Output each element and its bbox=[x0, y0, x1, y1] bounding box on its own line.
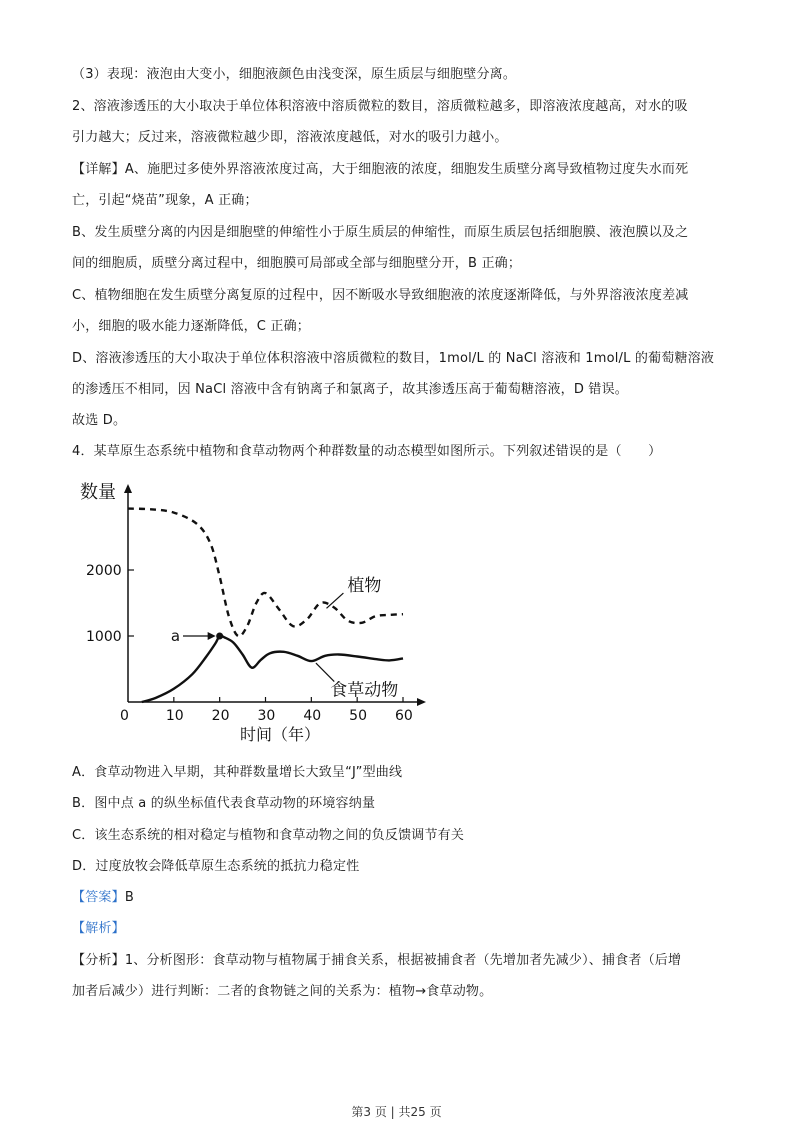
series-label-plants: 植物 bbox=[347, 576, 382, 597]
x-tick-label: 30 bbox=[257, 708, 276, 724]
text-line: 故选 D。 bbox=[72, 413, 127, 428]
detail-tag: 【详解】 bbox=[72, 162, 125, 177]
answer-value: B bbox=[124, 890, 134, 905]
page-footer: 第3 页 | 共25 页 bbox=[351, 1105, 442, 1119]
x-tick-label: 60 bbox=[395, 708, 413, 724]
option-b: B．图中点 a 的纵坐标值代表食草动物的环境容纳量 bbox=[72, 796, 376, 811]
option-d: D．过度放牧会降低草原生态系统的抵抗力稳定性 bbox=[72, 859, 360, 874]
question-4: 4．某草原生态系统中植物和食草动物两个种群数量的动态模型如图所示。下列叙述错误的是（ ） bbox=[72, 444, 662, 459]
text-line: 引力越大；反过来，溶液微粒越少即，溶液浓度越低，对水的吸引力越小。 bbox=[72, 130, 508, 145]
point-a-arrowhead bbox=[208, 632, 216, 640]
text-line: 2、溶液渗透压的大小取决于单位体积溶液中溶质微粒的数目，溶质微粒越多，即溶液浓度越高，对水的吸 bbox=[72, 99, 688, 114]
x-tick-label: 0 bbox=[120, 708, 129, 724]
analysis-tag: 【解析】 bbox=[72, 921, 125, 936]
plant-leader-line bbox=[327, 593, 344, 608]
option-c: C．该生态系统的相对稳定与植物和食草动物之间的负反馈调节有关 bbox=[72, 828, 465, 843]
answer-line bbox=[72, 889, 722, 907]
text-line bbox=[72, 161, 722, 179]
text-line: 的渗透压不相同，因 NaCl 溶液中含有钠离子和氯离子，故其渗透压高于葡萄糖溶液，D 错误。 bbox=[72, 382, 628, 397]
series-plants-line bbox=[128, 509, 403, 637]
text-line: D、溶液渗透压的大小取决于单位体积溶液中溶质微粒的数目，1mol/L 的 NaCl 溶液和 1mol/L 的葡萄糖溶液 bbox=[72, 351, 715, 366]
point-a-marker bbox=[216, 633, 223, 640]
population-chart bbox=[72, 474, 432, 744]
herbivore-leader-line bbox=[316, 663, 334, 681]
y-axis-arrow bbox=[124, 484, 132, 493]
detail-text: A、施肥过多使外界溶液浓度过高，大于细胞液的浓度，细胞发生质壁分离导致植物过度失水而死 bbox=[124, 162, 689, 177]
text-line: C、植物细胞在发生质壁分离复原的过程中，因不断吸水导致细胞液的浓度逐渐降低，与外界溶液浓度差减 bbox=[72, 288, 689, 303]
text-line: 间的细胞质，质壁分离过程中，细胞膜可局部或全部与细胞壁分开，B 正确； bbox=[72, 256, 522, 271]
x-tick-label: 10 bbox=[165, 708, 184, 724]
x-tick-label: 50 bbox=[349, 708, 367, 724]
y-axis-label: 数量 bbox=[80, 482, 116, 503]
text-line bbox=[72, 952, 722, 970]
text-line: 亡，引起“烧苗”现象，A 正确； bbox=[72, 193, 258, 208]
x-axis-arrow bbox=[417, 698, 426, 706]
y-tick-label: 1000 bbox=[86, 629, 122, 645]
point-a-label: a bbox=[170, 627, 181, 645]
y-tick-label: 2000 bbox=[86, 563, 122, 579]
option-a: A．食草动物进入早期，其种群数量增长大致呈“J”型曲线 bbox=[72, 765, 403, 780]
fenxi-tag: 【分析】 bbox=[72, 953, 125, 968]
fenxi-text: 1、分析图形：食草动物与植物属于捕食关系，根据被捕食者（先增加者先减少）、捕食者（后增 bbox=[124, 953, 682, 968]
text-line: B、发生质壁分离的内因是细胞壁的伸缩性小于原生质层的伸缩性，而原生质层包括细胞膜、液泡膜以及之 bbox=[72, 225, 689, 240]
x-tick-label: 20 bbox=[211, 708, 230, 724]
series-label-herbivores: 食草动物 bbox=[330, 680, 399, 701]
answer-tag: 【答案】 bbox=[72, 890, 125, 905]
text-line: 小，细胞的吸水能力逐渐降低，C 正确； bbox=[72, 319, 311, 334]
x-tick-label: 40 bbox=[303, 708, 322, 724]
analysis-line bbox=[72, 920, 722, 938]
text-line: 加者后减少）进行判断：二者的食物链之间的关系为：植物→食草动物。 bbox=[72, 984, 493, 999]
x-axis-label: 时间（年） bbox=[240, 725, 321, 744]
text-line: （3）表现：液泡由大变小，细胞液颜色由浅变深，原生质层与细胞壁分离。 bbox=[72, 67, 517, 82]
